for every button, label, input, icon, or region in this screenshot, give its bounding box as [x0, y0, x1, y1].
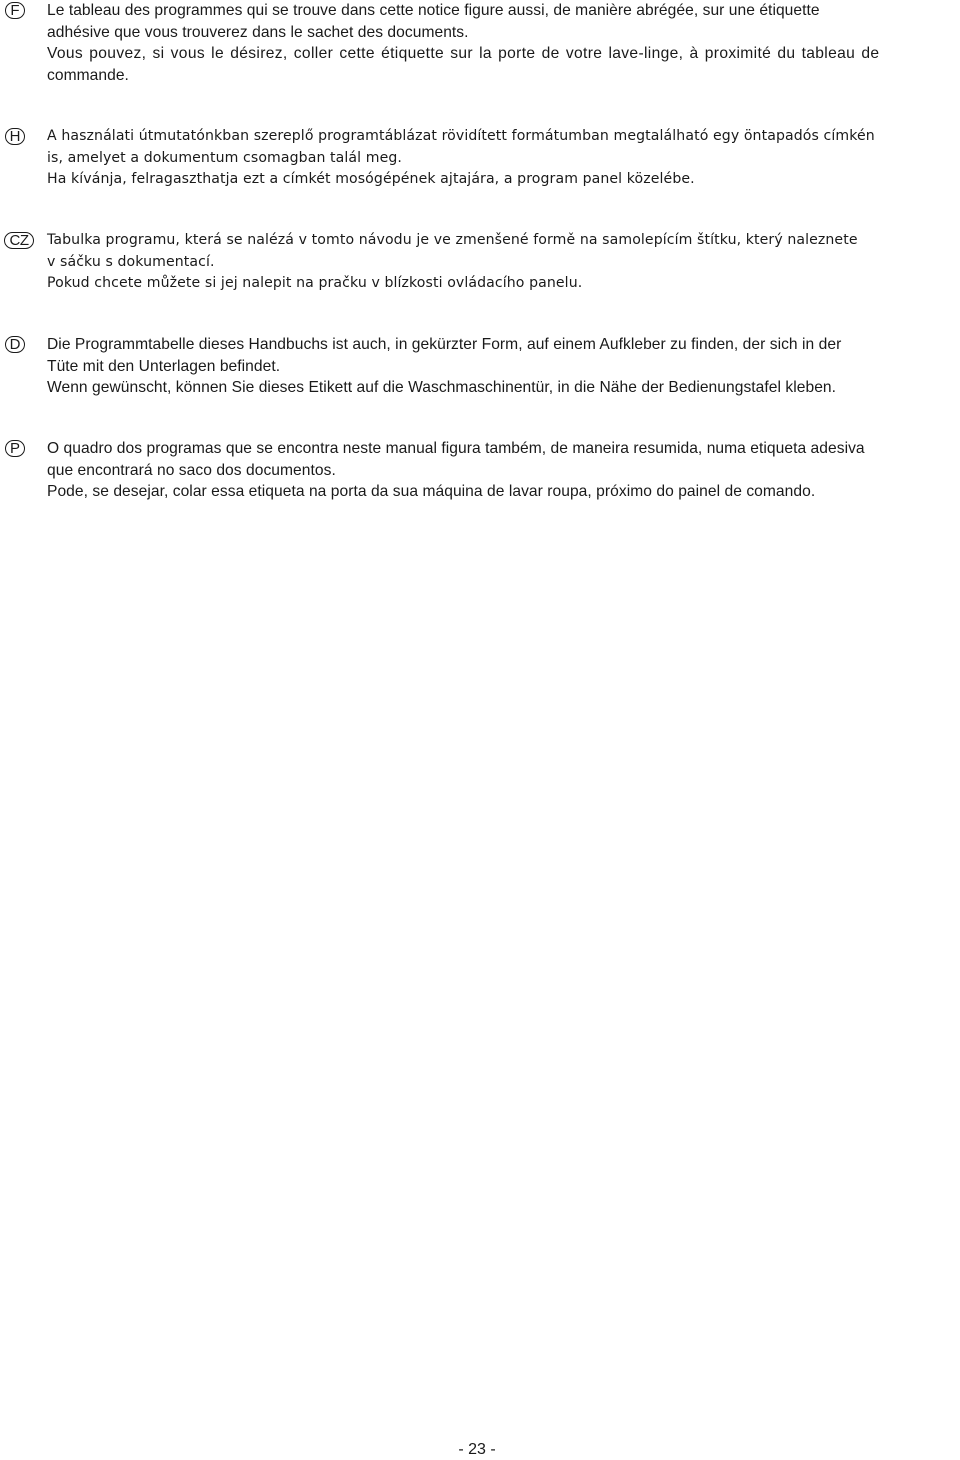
page-number: - 23 - [458, 1441, 496, 1458]
language-badge-h: H [5, 128, 25, 145]
section-portuguese-text [47, 438, 959, 503]
text-line: Tüte mit den Unterlagen befindet. [47, 357, 281, 375]
language-badge-cz: CZ [4, 232, 34, 249]
text-line: A használati útmutatónkban szereplő programtáblázat rövidített formátumban megtalálható egy öntapadós címkén [47, 128, 875, 144]
text-line: que encontrará no saco dos documentos. [47, 461, 336, 479]
section-french-text [47, 0, 959, 86]
text-line: Die Programmtabelle dieses Handbuchs ist auch, in gekürzter Form, auf einem Aufkleber zu finden, der sich in der [47, 336, 842, 353]
text-line: commande. [47, 66, 129, 84]
section-czech-text [47, 230, 959, 295]
section-hungarian-text [47, 126, 959, 191]
language-badge-d: D [5, 336, 25, 353]
text-line: Pode, se desejar, colar essa etiqueta na porta da sua máquina de lavar roupa, próximo do painel de comando. [47, 483, 816, 500]
text-line: O quadro dos programas que se encontra neste manual figura também, de maneira resumida, numa etiqueta adesiva [47, 440, 865, 457]
section-german-text [47, 334, 959, 399]
text-line: adhésive que vous trouverez dans le sachet des documents. [47, 23, 469, 41]
text-line: Le tableau des programmes qui se trouve dans cette notice figure aussi, de manière abrégée, sur une étiquette [47, 2, 820, 19]
text-line: is, amelyet a dokumentum csomagban talál meg. [47, 149, 402, 166]
text-line: Tabulka programu, která se nalézá v tomto návodu je ve zmenšené formě na samolepícím štítku, který naleznete [47, 232, 858, 248]
text-line: v sáčku s dokumentací. [47, 253, 215, 270]
language-badge-p: P [5, 440, 25, 457]
language-badge-f: F [5, 2, 25, 19]
text-line: Pokud chcete můžete si jej nalepit na pračku v blízkosti ovládacího panelu. [47, 275, 583, 291]
text-line: Wenn gewünscht, können Sie dieses Etikett auf die Waschmaschinentür, in die Nähe der Bedienungstafel kleben. [47, 379, 837, 396]
text-line: Ha kívánja, felragaszthatja ezt a címkét mosógépének ajtajára, a program panel közelébe. [47, 171, 695, 187]
text-line: Vous pouvez, si vous le désirez, coller cette étiquette sur la porte de votre lave-linge, à proximité du tableau de [47, 45, 880, 62]
